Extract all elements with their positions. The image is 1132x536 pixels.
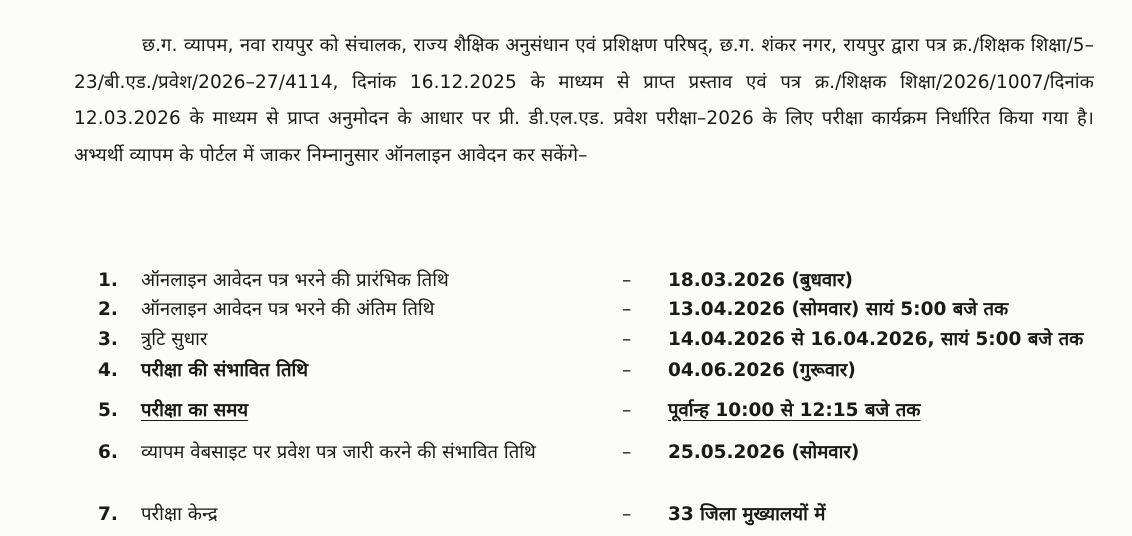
- item-value: पूर्वान्ह 10:00 से 12:15 बजे तक: [668, 400, 921, 421]
- item-value-wrap: [668, 398, 1128, 423]
- item-dash: –: [622, 270, 632, 291]
- item-label: परीक्षा का समय: [141, 400, 249, 421]
- item-number: 6.: [98, 442, 118, 463]
- item-value: 13.04.2026 (सोमवार) सायं 5:00 बजे तक: [668, 299, 1009, 320]
- item-number: 7.: [98, 504, 118, 525]
- item-label: ऑनलाइन आवेदन पत्र भरने की प्रारंभिक तिथि: [141, 270, 449, 291]
- item-value: 33 जिला मुख्यालयों में: [668, 504, 826, 525]
- item-label: ऑनलाइन आवेदन पत्र भरने की अंतिम तिथि: [141, 299, 435, 320]
- item-label: परीक्षा की संभावित तिथि: [141, 360, 309, 381]
- item-dash: –: [622, 400, 632, 421]
- intro-paragraph: छ.ग. व्यापम, नवा रायपुर को संचालक, राज्य शैक्षिक अनुसंधान एवं प्रशिक्षण परिषद्, छ.ग. शंकर नगर, रायपुर द्वारा पत्र क्र./शिक्षक शिक्षा/5–23/बी.एड./प्रवेश/2026–27/4114, दिनांक 16.12.2025 के माध्यम से प्राप्त प्रस्ताव एवं पत्र क्र./शिक्षक शिक्षा/2026/1007/दिनांक 12.03.2026 के माध्यम से प्राप्त अनुमोदन के आधार पर प्री. डी.एल.एड. प्रवेश परीक्षा–2026 के लिए परीक्षा कार्यक्रम निर्धारित किया गया है। अभ्यर्थी व्यापम के पोर्टल में जाकर निम्नानुसार ऑनलाइन आवेदन कर सकेंगे–: [74, 35, 1094, 166]
- item-label: त्रुटि सुधार: [141, 329, 208, 350]
- item-dash: –: [622, 329, 632, 350]
- item-value: 04.06.2026 (गुरूवार): [668, 360, 856, 381]
- item-dash: –: [622, 504, 632, 525]
- item-label: व्यापम वेबसाइट पर प्रवेश पत्र जारी करने की संभावित तिथि: [141, 442, 536, 463]
- item-number: 2.: [98, 299, 118, 320]
- item-label-wrap: [141, 398, 601, 423]
- item-number: 4.: [98, 360, 118, 381]
- item-number: 3.: [98, 329, 118, 350]
- item-value: 25.05.2026 (सोमवार): [668, 442, 860, 463]
- item-dash: –: [622, 299, 632, 320]
- item-number: 1.: [98, 270, 118, 291]
- item-number: 5.: [98, 400, 118, 421]
- item-dash: –: [622, 442, 632, 463]
- item-value: 14.04.2026 से 16.04.2026, सायं 5:00 बजे तक: [668, 329, 1084, 350]
- item-dash: –: [622, 360, 632, 381]
- item-label: परीक्षा केन्द्र: [141, 504, 218, 525]
- item-value: 18.03.2026 (बुधवार): [668, 270, 853, 291]
